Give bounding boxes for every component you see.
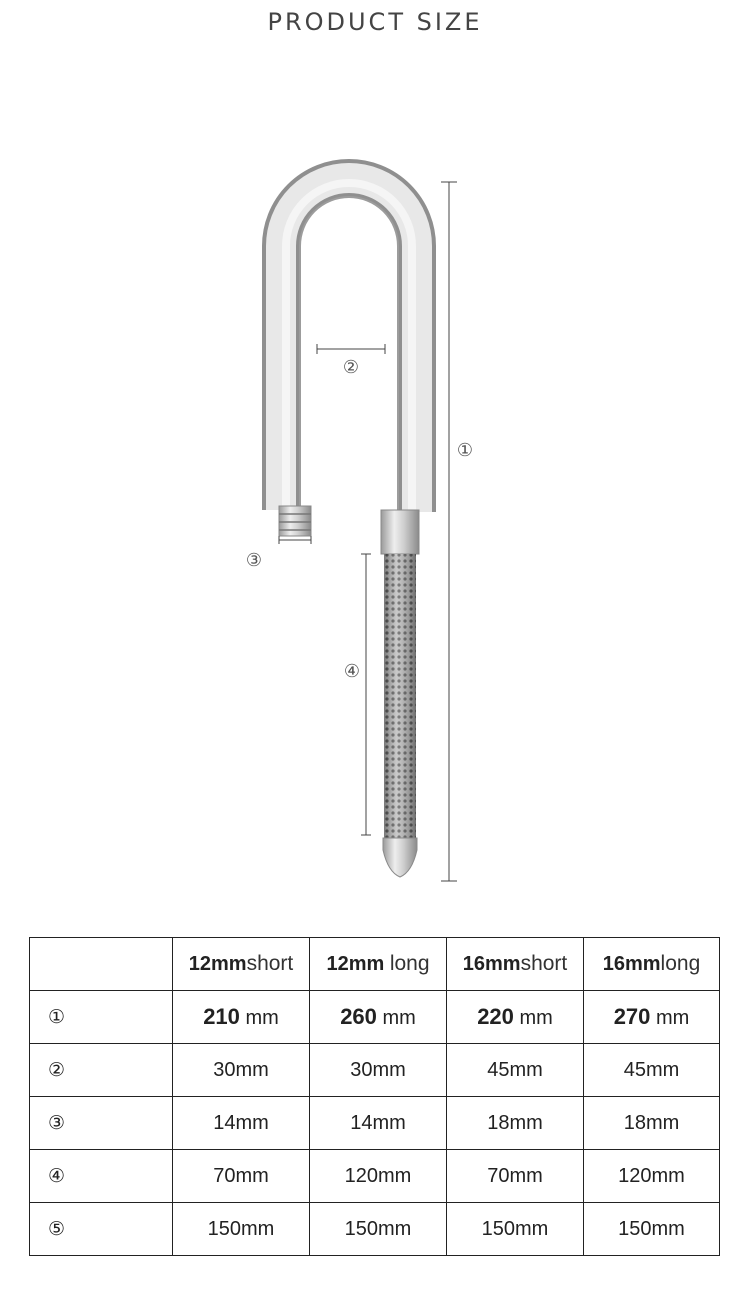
- size-table: [29, 937, 720, 1256]
- table-row: [30, 991, 720, 1044]
- header-cell: [310, 938, 447, 991]
- table-cell: 120mm: [310, 1150, 447, 1203]
- table-cell: 150mm: [584, 1203, 720, 1256]
- header-cell: [584, 938, 720, 991]
- header-cell: [173, 938, 310, 991]
- header-cell: [447, 938, 584, 991]
- table-cell: 220 mm: [447, 991, 584, 1044]
- header-type: short: [246, 952, 294, 975]
- table-cell: 30mm: [310, 1044, 447, 1097]
- table-cell: 150mm: [447, 1203, 584, 1256]
- dimension-mesh-length: [361, 554, 371, 835]
- marker-3: ③: [245, 550, 263, 571]
- table-row: [30, 1150, 720, 1203]
- table-row: [30, 1097, 720, 1150]
- table-cell: 210 mm: [173, 991, 310, 1044]
- header-corner-cell: [30, 938, 173, 991]
- dimension-nozzle: [279, 536, 311, 544]
- table-cell: 18mm: [447, 1097, 584, 1150]
- row-label: ①: [30, 991, 173, 1044]
- table-cell: 14mm: [310, 1097, 447, 1150]
- dimension-total-height: [441, 182, 457, 881]
- table-row: [30, 1203, 720, 1256]
- inlet-nozzle: [279, 506, 311, 536]
- row-label: ⑤: [30, 1203, 173, 1256]
- table-cell: 150mm: [173, 1203, 310, 1256]
- header-type: long: [389, 952, 430, 975]
- header-type: long: [660, 952, 701, 975]
- table-cell: 260 mm: [310, 991, 447, 1044]
- collar: [381, 510, 419, 554]
- table-cell: 70mm: [173, 1150, 310, 1203]
- table-cell: 18mm: [584, 1097, 720, 1150]
- table-header-row: [30, 938, 720, 991]
- row-label: ③: [30, 1097, 173, 1150]
- header-type: short: [520, 952, 568, 975]
- table-cell: 14mm: [173, 1097, 310, 1150]
- table-cell: 45mm: [584, 1044, 720, 1097]
- pipe-inner-gap: [300, 246, 398, 536]
- table-cell: 30mm: [173, 1044, 310, 1097]
- table-cell: 120mm: [584, 1150, 720, 1203]
- page-title: PRODUCT SIZE: [267, 8, 483, 36]
- header-size: 16mm: [462, 953, 521, 975]
- table-cell: 70mm: [447, 1150, 584, 1203]
- header-size: 12mm: [326, 953, 385, 975]
- table-cell: 270 mm: [584, 991, 720, 1044]
- end-cap: [383, 838, 417, 877]
- row-label: ④: [30, 1150, 173, 1203]
- table-cell: 150mm: [310, 1203, 447, 1256]
- table-row: [30, 1044, 720, 1097]
- header-size: 12mm: [188, 953, 247, 975]
- marker-1: ①: [456, 440, 474, 461]
- mesh-strainer: [384, 554, 416, 838]
- marker-2: ②: [342, 357, 360, 378]
- header-size: 16mm: [602, 953, 661, 975]
- table-cell: 45mm: [447, 1044, 584, 1097]
- row-label: ②: [30, 1044, 173, 1097]
- marker-4: ④: [343, 661, 361, 682]
